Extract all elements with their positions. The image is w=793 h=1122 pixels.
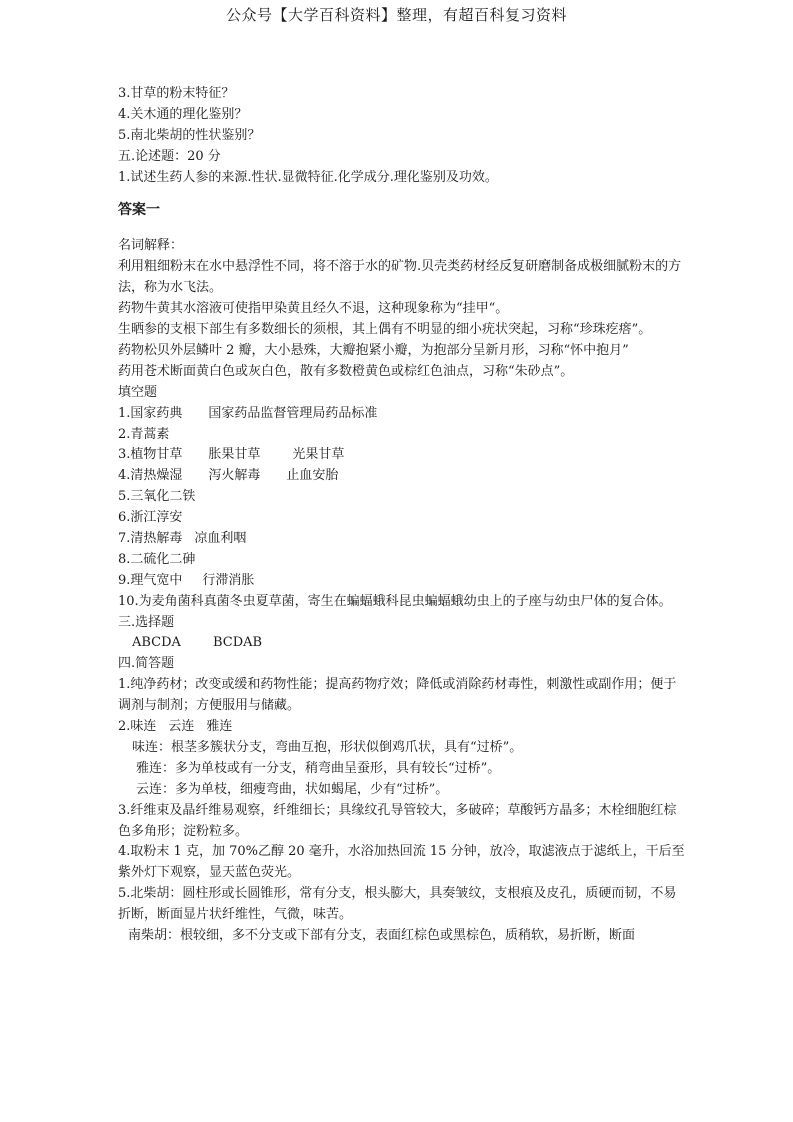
section-heading-essay: 五.论述题：20 分 [118,148,221,164]
short-answer: 雅连：多为单枝或有一分支，稍弯曲呈蚕形，具有较长“过桥”。 [136,760,501,776]
fill-answer-part: 9.理气宽中 [118,572,183,588]
short-answer: 1.纯净药材；改变或缓和药物性能；提高药物疗效；降低或消除药材毒性，刺激性或副作用；便于调剂与制剂；方便服用与储藏。 [118,677,677,714]
question-line: 3.甘草的粉末特征？ [118,86,235,101]
term-answer: 药物牛黄其水溶液可使指甲染黄且经久不退，这种现象称为“挂甲“。 [118,301,509,317]
term-answer: 药物松贝外层鳞叶 2 瓣，大小悬殊，大瓣抱紧小瓣，为抱部分呈新月形，习称“怀中抱月” [118,342,629,358]
fill-answer-part: 光果甘草 [292,447,345,463]
fill-answer-part: 凉血利咽 [194,530,247,546]
term-answer: 生晒参的支根下部生有多数细长的须根，其上偶有不明显的细小疣状突起，习称“珍珠疙瘩”。 [118,322,652,338]
fill-answer-part: 4.清热燥湿 [118,468,183,484]
short-answer: 味连：根茎多簇状分支，弯曲互抱，形状似倒鸡爪状，具有“过桥”。 [132,739,523,755]
choice-answers [118,633,688,654]
short-answer [118,717,688,738]
short-answer: 3.纤维束及晶纤维易观察，纤维细长；具缘纹孔导管较大，多破碎；草酸钙方晶多；木栓细胞红棕色多角形；淀粉粒多。 [118,802,677,839]
short-answer-part: 雅连 [206,719,233,735]
fill-answer-part: 3.植物甘草 [118,447,183,463]
choice-answer-group: ABCDA [132,635,181,651]
fill-answer-part: 止血安胎 [286,468,339,484]
fill-answer-part: 泻火解毒 [208,468,261,484]
page-header: 公众号【大学百科资料】整理，有超百科复习资料 [225,6,567,24]
fill-answer: 8.二硫化二砷 [118,551,196,567]
short-heading: 四.简答题 [118,656,175,672]
answer-title: 答案一 [118,202,160,219]
short-answer: 4.取粉末 1 克，加 70%乙醇 20 毫升，水浴加热回流 15 分钟，放冷，取滤液点于滤纸上，干后至紫外灯下观察，显天蓝色荧光。 [118,844,685,881]
short-answer-part: 2.味连 [118,719,157,735]
fill-answer [118,571,688,592]
fill-answer [118,466,688,487]
fill-answer-part: 1.国家药典 [118,405,183,421]
fill-answer-part: 7.清热解毒 [118,530,183,546]
fill-answer-part: 胀果甘草 [208,447,261,463]
short-answer: 5.北柴胡：圆柱形或长圆锥形，常有分支，根头膨大，具奏皱纹，支根痕及皮孔，质硬而韧，不易折断，断面显片状纤维性，气微，味苦。 [118,886,677,923]
term-answer: 利用粗细粉末在水中悬浮性不同，将不溶于水的矿物.贝壳类药材经反复研磨制备成极细腻粉末的方法，称为水飞法。 [118,259,682,296]
document-body [118,84,688,947]
short-answer: 南柴胡：根较细，多不分支或下部有分支，表面红棕色或黑棕色，质稍软，易折断，断面 [128,928,636,944]
fill-answer-part: 国家药品监督管理局药品标准 [208,405,378,421]
fill-answer [118,529,688,550]
term-answer: 药用苍术断面黄白色或灰白色，散有多数橙黄色或棕红色油点，习称“朱砂点”。 [118,363,574,379]
short-answer: 云连：多为单枝，细瘦弯曲，状如蝎尾，少有“过桥”。 [136,781,449,797]
terms-heading: 名词解释： [118,238,184,254]
fill-answer [118,404,688,425]
fill-answer: 2.青蒿素 [118,426,170,442]
question-line: 1.试述生药人参的来源.性状.显微特征.化学成分.理化鉴别及功效。 [118,169,498,185]
choice-answer-group: BCDAB [212,635,263,651]
fill-answer [118,445,688,466]
fill-answer-part: 行滞消胀 [202,572,255,588]
fill-answer: 10.为麦角菌科真菌冬虫夏草菌，寄生在蝙蝠蛾科昆虫蝙蝠蛾幼虫上的子座与幼虫尸体的复合体。 [118,593,672,609]
fill-answer: 5.三氧化二铁 [118,489,196,505]
question-line: 4.关木通的理化鉴别？ [118,106,248,122]
fill-answer: 6.浙江淳安 [118,510,183,526]
short-answer-part: 云连 [168,719,195,735]
fill-heading: 填空题 [118,384,158,400]
choice-heading: 三.选择题 [118,614,175,630]
question-line: 5.南北柴胡的性状鉴别？ [118,127,261,143]
